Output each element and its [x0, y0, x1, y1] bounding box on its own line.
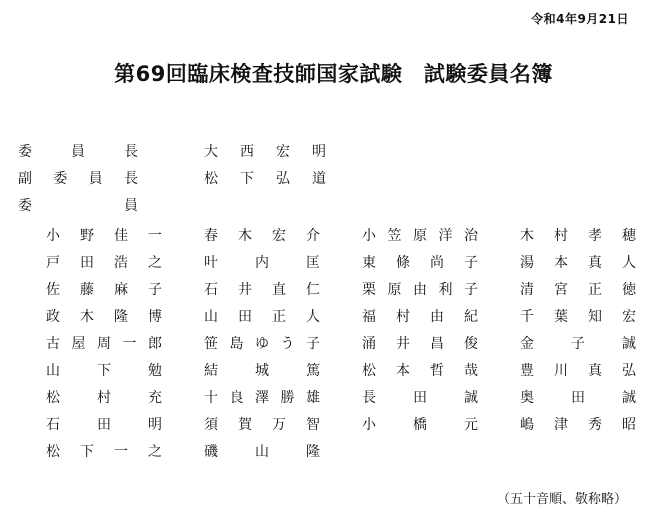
ordering-note: （五十音順、敬称略）: [496, 492, 627, 507]
member-name: 小野佳一: [46, 228, 162, 244]
member-name: 木村孝穂: [520, 228, 636, 244]
member-name: 磯山隆: [204, 444, 320, 460]
member-name: 石田明: [46, 417, 162, 433]
role-name: 大西宏明: [204, 144, 326, 160]
member-name: 十良澤勝雄: [204, 390, 320, 406]
member-name: 山下勉: [46, 363, 162, 379]
member-name: 金子誠: [520, 336, 636, 352]
member-name: 戸田浩之: [46, 255, 162, 271]
member-name: 嶋津秀昭: [520, 417, 636, 433]
member-name: 結城篤: [204, 363, 320, 379]
member-name: 清宮正徳: [520, 282, 636, 298]
member-name: 石井直仁: [204, 282, 320, 298]
member-name: 長田誠: [362, 390, 478, 406]
member-name: 豊川真弘: [520, 363, 636, 379]
member-name: 古屋周一郎: [46, 336, 162, 352]
member-name: 叶内匡: [204, 255, 320, 271]
member-name: 涌井昌俊: [362, 336, 478, 352]
member-name: 奥田誠: [520, 390, 636, 406]
document-title: 第69回臨床検査技師国家試験 試験委員名簿: [114, 62, 553, 86]
role-label: 委員長: [18, 144, 138, 160]
member-name: 山田正人: [204, 309, 320, 325]
role-label: 副委員長: [18, 171, 138, 187]
role-row: [18, 194, 138, 218]
member-name: 東條尚子: [362, 255, 478, 271]
member-name: 須賀万智: [204, 417, 320, 433]
member-name: 松村充: [46, 390, 162, 406]
member-grid: [46, 223, 636, 466]
member-name: 春木宏介: [204, 228, 320, 244]
member-name: 笹島ゆう子: [204, 336, 320, 352]
member-name: 政木隆博: [46, 309, 162, 325]
member-name: 千葉知宏: [520, 309, 636, 325]
role-row: [18, 167, 326, 191]
member-name: 佐藤麻子: [46, 282, 162, 298]
member-name: 小橋元: [362, 417, 478, 433]
member-name: 松下一之: [46, 444, 162, 460]
member-name: 湯本真人: [520, 255, 636, 271]
member-name: 松本哲哉: [362, 363, 478, 379]
role-row: [18, 140, 326, 164]
document-date: 令和4年9月21日: [531, 12, 629, 26]
member-name: 栗原由利子: [362, 282, 478, 298]
member-name: 小笠原洋治: [362, 228, 478, 244]
role-label: 委員: [18, 198, 138, 214]
member-name: 福村由紀: [362, 309, 478, 325]
role-name: 松下弘道: [204, 171, 326, 187]
